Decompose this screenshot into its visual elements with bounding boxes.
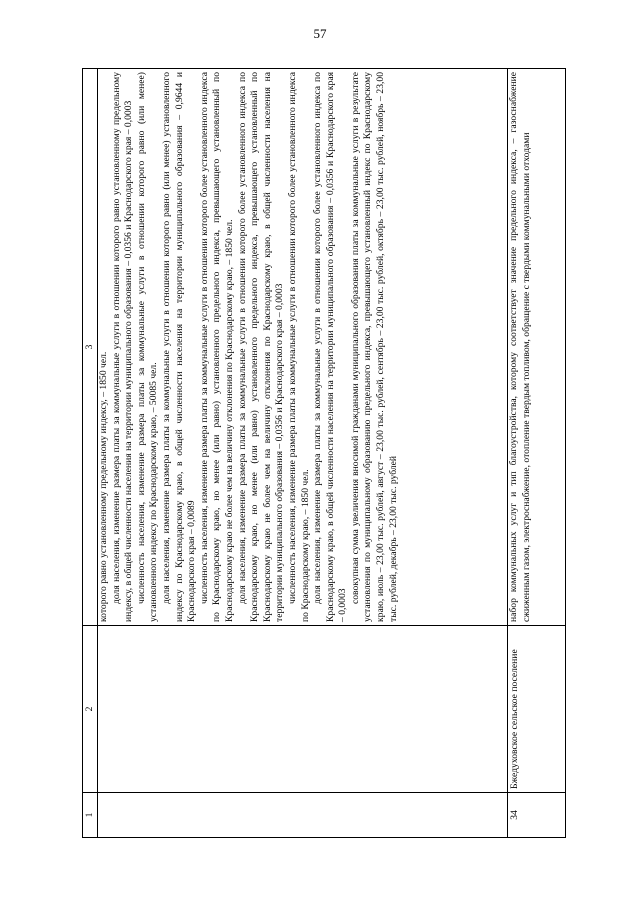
header-col-2: 2	[83, 625, 97, 792]
description-paragraph: доля населения, изменение размера платы за коммунальные услуги в отношении которого равно установленному предельному индексу, в общей численности населения на территории муниципального образования – 0,0356 и Краснодарского края – 0,0003	[110, 72, 135, 622]
description-paragraph: совокупная сумма увеличения вносимой гражданами муниципального образования платы за коммунальные услуги в результате установления по муниципальному образованию предельного индекса, превышающего установленный индекс по Краснодарскому краю, июль – 23,00 тыс. рублей, август – 23,00 тыс. рублей, сентябрь – 23,00 тыс. рублей, октябрь – 23,00 тыс. рублей, ноябрь – 23,00 тыс. рублей, декабрь – 23,00 тыс. рублей	[349, 72, 399, 622]
row-number-cell	[98, 792, 507, 837]
table-row	[98, 69, 508, 837]
data-table	[82, 68, 566, 838]
row-number-cell: 34	[508, 792, 565, 837]
page-number: 57	[313, 26, 327, 41]
description-paragraph: доля населения, изменение размера платы за коммунальные услуги в отношении которого более установленного индекса по Краснодарскому краю, в общей численности населения на территории муниципального образования – 0,0356 и Краснодарского края – 0,0003	[312, 72, 349, 622]
description-paragraph: численность населения, изменение размера платы за коммунальные услуги в отношении которого равно (или менее) установленного индексу по Краснодарскому краю, – 50085 чел.	[135, 72, 160, 622]
description-paragraph: набор коммунальных услуг и тип благоустройства, которому соответствует значение предельного индекса, – газоснабжение сжиженным газом, электроснабжение, отопление твердым топливом, обращение с твердыми коммунальными отходами	[508, 72, 532, 622]
header-col-1: 1	[83, 792, 97, 837]
description-cell	[98, 69, 507, 625]
header-col-3: 3	[84, 344, 95, 350]
description-paragraph: которого равно установленному предельному индексу, – 1850 чел.	[98, 351, 109, 622]
table-header-row	[83, 69, 98, 837]
description-paragraph: доля населения, изменение размера платы за коммунальные услуги в отношении которого более установленного индекса по Краснодарскому краю, но менее (или равно) установленного предельного индекса, превышающего установленный по Краснодарскому краю не более чем на величину отклонения по Краснодарскому краю, в общей численности населения на территории муниципального образования – 0,0356 и Краснодарского края – 0,0003	[236, 72, 286, 622]
description-cell	[508, 69, 565, 625]
settlement-cell: Бжедуховское сельское поселение	[508, 625, 565, 792]
description-paragraph: численность населения, изменение размера платы за коммунальные услуги в отношении которого более установленного индекса по Краснодарскому краю, но менее (или равно) установленного предельного индекса, превышающего установленный по Краснодарскому краю не более чем на величину отклонения по Краснодарскому краю, – 1850 чел.	[198, 72, 235, 622]
settlement-cell	[98, 625, 507, 792]
description-paragraph: доля населения, изменение размера платы за коммунальные услуги в отношении которого равно (или менее) установленного индексу по Краснодарскому краю, в общей численности населения на территории муниципального образования – 0,9644 и Краснодарского края – 0,0089	[160, 72, 198, 622]
description-paragraph: численность населения, изменение размера платы за коммунальные услуги в отношении которого более установленного индекса по Краснодарскому краю, – 1850 чел.	[286, 72, 311, 622]
table-row	[508, 69, 565, 837]
